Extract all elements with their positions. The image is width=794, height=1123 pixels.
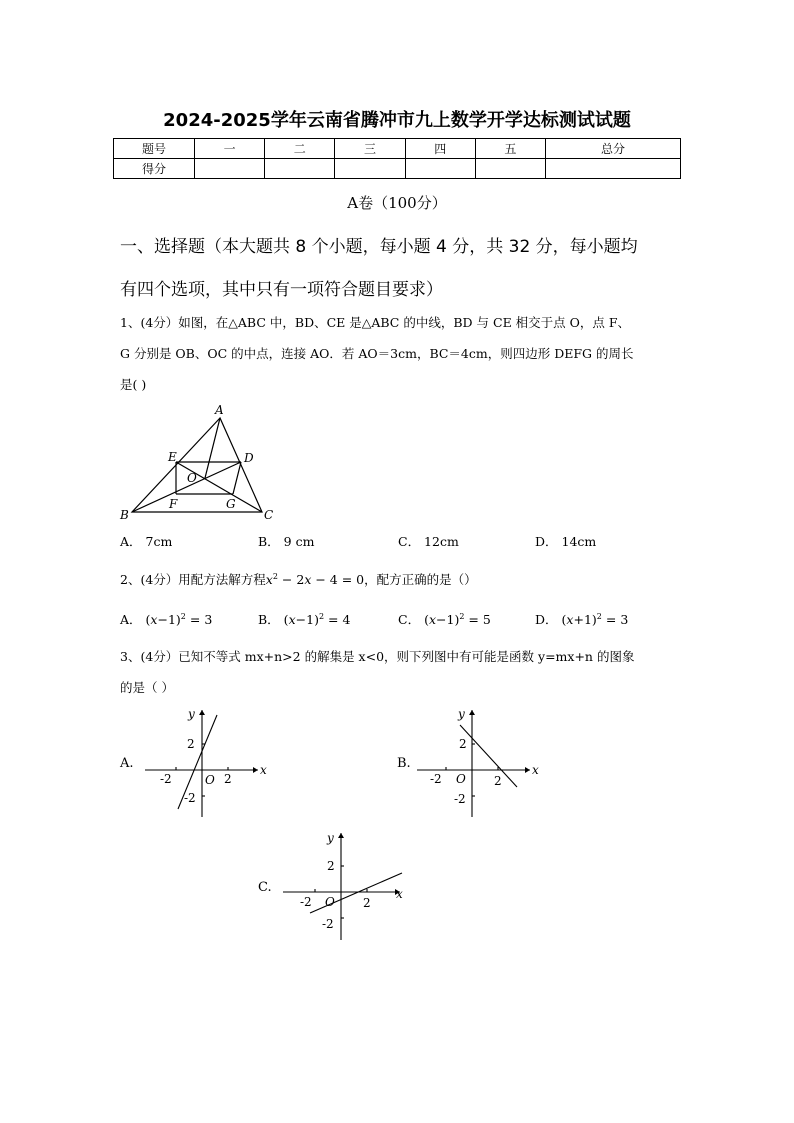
figure-label-g: G [226,497,236,511]
score-table-cell: 四 [405,139,475,159]
q3-line: 的是（ ） [120,680,174,695]
origin-label: O [456,772,466,786]
q3-line: 3、(4分）已知不等式 mx+n>2 的解集是 x<0，则下列图中有可能是函数 y=mx+n 的图象 [120,649,635,664]
q2-option-b[interactable] [258,610,350,628]
figure-label-b: B [120,508,129,522]
score-table-cell: 总分 [546,139,681,159]
q2-option-letter: A． [120,612,142,627]
q2-rhs: 4 [342,612,351,627]
y-axis-label: y [327,831,334,845]
q3-option-a-label[interactable]: A. [120,756,134,771]
q1-text [120,307,685,400]
score-table [113,138,681,179]
tick-label: -2 [454,792,466,806]
score-table-row-label: 得分 [114,159,195,179]
x-axis-label: x [260,763,267,777]
origin-label: O [325,895,335,909]
score-table-cell: 三 [335,139,405,159]
x-axis-label: x [396,887,403,901]
q2-suffix: ，配方正确的是（） [364,572,477,588]
tick-label: -2 [430,772,442,786]
tick-label: -2 [160,772,172,786]
q2-option-d[interactable] [535,610,628,628]
score-input-cell[interactable] [546,159,681,179]
q2-option-formula: $(x+1)^2 = 3$ [561,611,629,627]
q2-option-formula: $(x-1)^2 = 4$ [283,611,351,627]
q2-rhs: 3 [204,612,213,627]
q2-text [120,561,685,595]
tick-label: 2 [224,772,232,786]
q2-equation: $x^2 - 2x - 4 = 0$ [265,572,365,588]
document-title: 2024-2025学年云南省腾冲市九上数学开学达标测试试题 [163,110,631,131]
tick-label: -2 [184,791,196,805]
score-input-cell[interactable] [405,159,475,179]
score-input-cell[interactable] [475,159,545,179]
q1-line: G 分别是 OB、OC 的中点，连接 AO．若 AO＝3cm，BC＝4cm，则四边形 DEFG 的周长 [120,346,634,361]
tick-label: 2 [459,737,467,751]
tick-label: 2 [187,737,195,751]
q2-option-a[interactable] [120,610,212,628]
figure-label-o: O [187,471,197,485]
q2-rhs: 3 [620,612,629,627]
part1-heading-line2: 有四个选项，其中只有一项符合题目要求） [120,280,443,300]
q2-option-formula: $(x-1)^2 = 5$ [424,611,491,627]
part1-heading-line1: 一、选择题（本大题共 8 个小题，每小题 4 分，共 32 分，每小题均 [120,237,638,257]
figure-label-a: A [215,403,224,417]
q3-graph-c[interactable] [280,828,410,943]
score-input-cell[interactable] [265,159,335,179]
q2-num: 1 [583,612,592,627]
q1-option-a[interactable]: A． 7cm [120,534,173,549]
q3-text [120,641,685,703]
score-table-header-row [114,139,681,159]
q2-sign: − [295,612,307,627]
q3-graph-b[interactable] [412,705,542,820]
q1-line: 是( ) [120,377,147,392]
figure-label-d: D [244,451,254,465]
q2-option-formula: $(x-1)^2 = 3$ [145,611,213,627]
tick-label: 2 [363,896,371,910]
q2-num: 1 [446,612,455,627]
q2-option-letter: C． [398,612,421,627]
score-table-cell: 二 [265,139,335,159]
q2-option-letter: B． [258,612,280,627]
q2-sign: − [157,612,168,627]
score-table-cell: 题号 [114,139,195,159]
score-table-cell: 五 [475,139,545,159]
tick-label: -2 [300,895,312,909]
q2-option-letter: D． [535,612,558,627]
tick-label: 2 [494,774,502,788]
q3-option-b-label[interactable]: B. [397,756,411,771]
score-input-cell[interactable] [335,159,405,179]
q2-option-c[interactable] [398,610,491,628]
tick-label: -2 [322,917,334,931]
section-a-heading: A卷（100分） [347,194,447,212]
x-axis-label: x [532,763,539,777]
q2-rhs: 5 [482,612,491,627]
q3-graph-a[interactable] [140,705,270,820]
q1-triangle-figure [110,400,290,525]
q1-option-d[interactable]: D． 14cm [535,534,597,549]
score-input-cell[interactable] [195,159,265,179]
q1-option-b[interactable]: B． 9 cm [258,534,315,549]
origin-label: O [205,773,215,787]
score-table-cell: 一 [195,139,265,159]
q2-sign: − [436,612,447,627]
tick-label: 2 [327,859,335,873]
score-table-score-row [114,159,681,179]
figure-label-c: C [264,508,274,522]
q2-num: 1 [306,612,315,627]
figure-label-e: E [168,450,177,464]
q1-option-c[interactable]: C． 12cm [398,534,459,549]
q3-option-c-label[interactable]: C. [258,880,272,895]
q2-sign: + [573,612,584,627]
y-axis-label: y [188,707,195,721]
y-axis-label: y [458,707,465,721]
q2-prefix: 2、(4分）用配方法解方程 [120,572,266,588]
figure-label-f: F [169,497,178,511]
q1-line: 1、(4分）如图，在△ABC 中，BD、CE 是△ABC 的中线，BD 与 CE 相交于点 O，点 F、 [120,315,631,330]
q2-num: 1 [167,612,176,627]
